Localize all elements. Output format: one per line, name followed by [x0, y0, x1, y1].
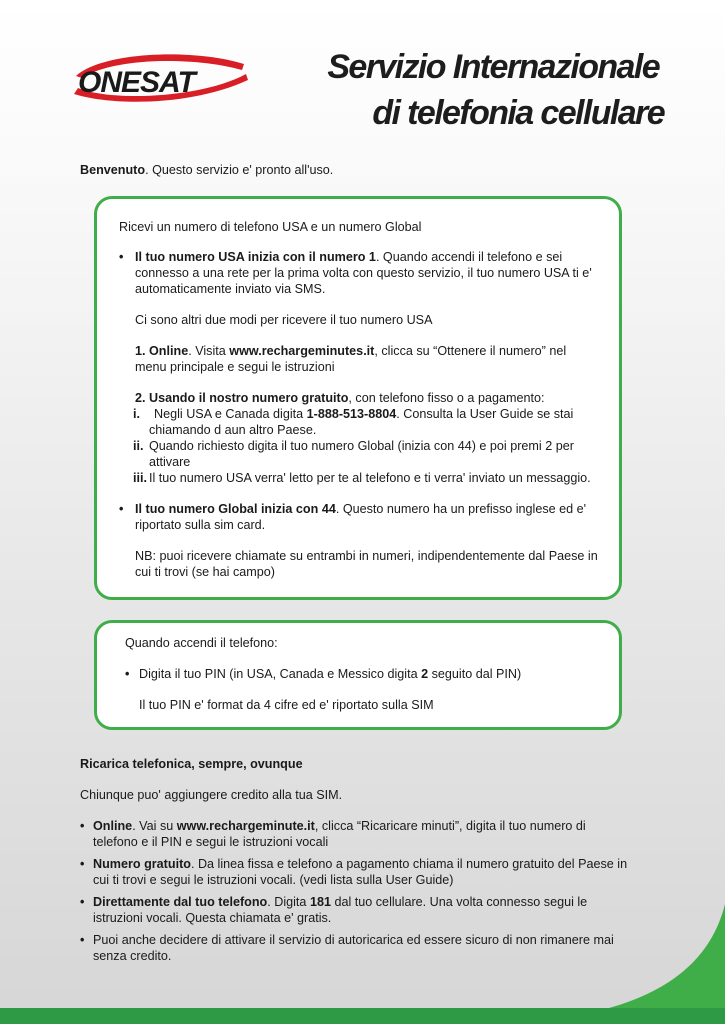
welcome-text [80, 162, 333, 178]
title-line-1: Servizio Internazionale [327, 48, 659, 86]
recharge-online: • Online. Vai su www.rechargeminute.it, clicca “Ricaricare minuti”, digita il tuo numero di telefono e il PIN e segui le istruzioni vocali [80, 819, 586, 849]
recharge-free: • Numero gratuito. Da linea fissa e telefono a pagamento chiama il numero gratuito del Paese in cui ti trovi e segui le istruzioni vocali. (vedi lista sulla User Guide) [80, 857, 628, 887]
welcome-rest: . Questo servizio e' pronto all'uso. [145, 163, 334, 177]
bullet: • [119, 502, 124, 516]
page-title [327, 44, 664, 136]
usa-text: . Quando accendi il telefono e sei connesso a una rete per la prima volta con questo servizio, il tuo numero USA ti e' automaticamente inviato via SMS. [135, 250, 592, 296]
usa-number-item [119, 249, 599, 297]
sub-step-2: ii. Quando richiesto digita il tuo numero Global (inizia con 44) e poi premi 2 per attivare [133, 439, 574, 469]
global-text: . Questo numero ha un prefisso inglese ed e' riportato sulla sim card. [135, 502, 587, 532]
global-number-item [119, 501, 599, 533]
recharge-direct: • Direttamente dal tuo telefono. Digita 181 dal tuo cellulare. Una volta connesso segui le istruzioni vocali. Questa chiamata e' gratis. [80, 895, 588, 925]
sub-step-3: iii. Il tuo numero USA verra' letto per te al telefono e ti verra' inviato un messaggio. [133, 471, 591, 485]
welcome-bold: Benvenuto [80, 163, 146, 177]
way-toll-free: 2. Usando il nostro numero gratuito, con telefono fisso o a pagamento: [135, 391, 545, 405]
green-footer-bar [0, 1008, 725, 1024]
usa-bold: Il tuo numero USA inizia con il numero 1 [135, 250, 376, 264]
pin-heading: Quando accendi il telefono: [125, 636, 278, 650]
title-line-2: di telefonia cellulare [372, 94, 664, 132]
pin-note: Il tuo PIN e' format da 4 cifre ed e' riportato sulla SIM [139, 698, 434, 712]
global-bold: Il tuo numero Global inizia con 44 [135, 502, 336, 516]
recharge-heading: Ricarica telefonica, sempre, ovunque [80, 757, 303, 771]
site-link[interactable]: www.rechargeminutes.it [229, 344, 375, 358]
recharge-intro: Chiunque puo' aggiungere credito alla tua SIM. [80, 788, 343, 802]
bullet: • [119, 250, 124, 264]
onesat-logo [72, 50, 250, 106]
pin-box [94, 620, 622, 730]
bullet: • [125, 667, 130, 681]
global-note: NB: puoi ricevere chiamate su entrambi in numeri, indipendentemente dal Paese in cui ti trovi (se hai campo) [135, 549, 598, 579]
pin-item: • Digita il tuo PIN (in USA, Canada e Messico digita 2 seguito dal PIN) [125, 667, 522, 681]
recharge-site-link[interactable]: www.rechargeminute.it [176, 819, 315, 833]
numbers-box [94, 196, 622, 600]
way-online: 1. Online. Visita www.rechargeminutes.it, clicca su “Ottenere il numero” nel menu principale e segui le istruzioni [135, 344, 567, 374]
recharge-auto: • Puoi anche decidere di attivare il servizio di autoricarica ed essere sicuro di non rimanere mai senza credito. [80, 933, 614, 963]
numbers-heading: Ricevi un numero di telefono USA e un numero Global [119, 220, 422, 234]
green-wave-decoration [0, 884, 725, 1024]
onesat-logo-graphic [72, 50, 250, 106]
logo-text: ONESAT [78, 66, 195, 99]
sub-step-1: i. Negli USA e Canada digita 1-888-513-8804. Consulta la User Guide se stai chiamando d aun altro Paese. [133, 407, 574, 437]
other-ways-text: Ci sono altri due modi per ricevere il tuo numero USA [135, 313, 433, 327]
